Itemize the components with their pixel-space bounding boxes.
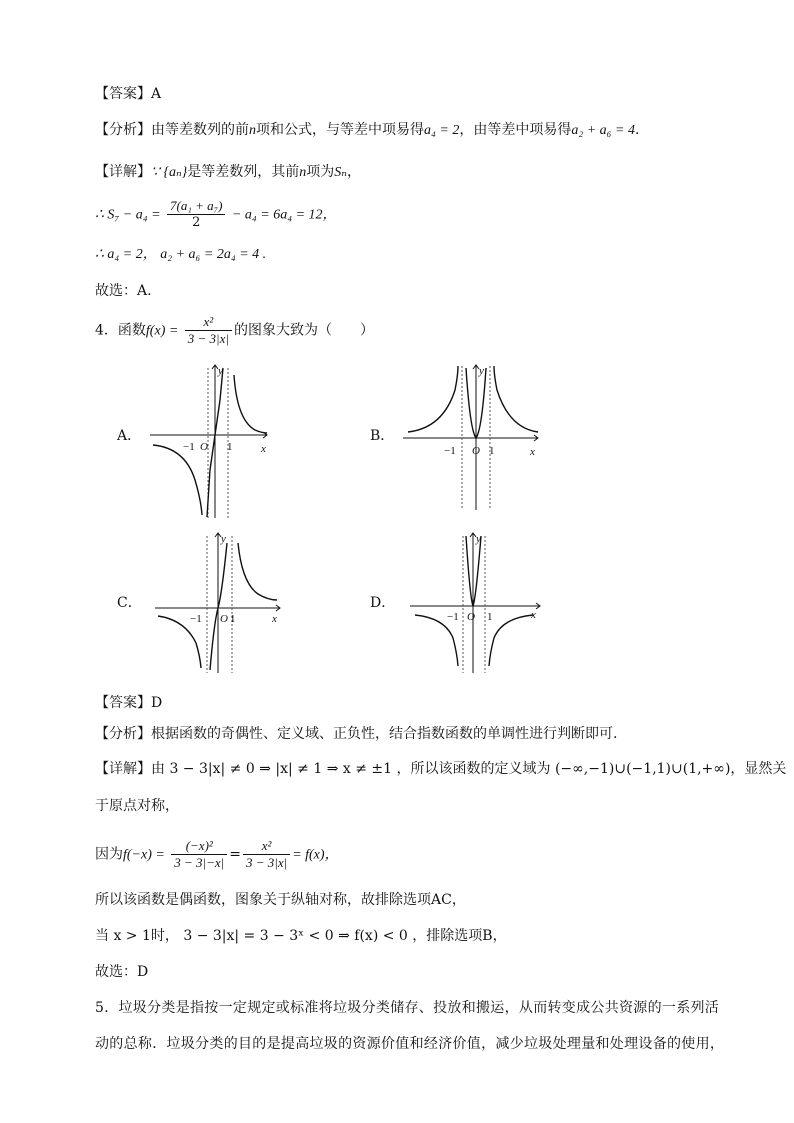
detail-end-1: ，: [346, 164, 361, 180]
q4-stem-f: f(x) =: [145, 323, 179, 339]
detail-l2-post: − a₄ = 6a₄ = 12，: [231, 207, 337, 223]
q5-text-2: 动的总称．垃圾分类的目的是提高垃圾的资源价值和经济价值，减少垃圾处理量和处理设备的使用，: [95, 1036, 725, 1052]
label-y: y: [218, 365, 223, 377]
graph-d: [405, 528, 545, 678]
label-origin: O: [200, 441, 208, 453]
q4-detail-line-3: [95, 838, 339, 871]
curve-right: [494, 366, 538, 432]
q3-choose: [95, 281, 152, 301]
label-x: x: [261, 443, 266, 455]
label-neg1: −1: [183, 441, 195, 453]
label-one: 1: [489, 445, 495, 457]
q4-fraction-denominator: 3 − 3|x|: [187, 331, 229, 346]
answer-tag: 【答案】: [95, 86, 151, 102]
curve-right: [234, 375, 267, 433]
label-neg1: −1: [444, 445, 456, 457]
q5-line-1: [95, 998, 719, 1018]
q4-fraction-numerator: x²: [185, 314, 232, 331]
q4-analysis-line: [95, 724, 617, 744]
q4-detail-line-1: [95, 759, 786, 779]
detail-text-2: 项为: [306, 164, 335, 180]
detail-tag: 【详解】: [95, 761, 151, 777]
label-origin: O: [220, 613, 228, 625]
q4-answer-line: [95, 693, 162, 713]
label-one: 1: [227, 441, 233, 453]
option-c-label: C．: [117, 595, 142, 611]
detail-l5: 当 x > 1时， 3 − 3|x| = 3 − 3ˣ < 0 ⇒ f(x) < 0 ，排除选项B，: [95, 928, 507, 944]
label-y: y: [476, 533, 481, 545]
q4-choose: [95, 962, 148, 982]
analysis-eq-2: a₂ + a₆ = 4: [571, 123, 635, 138]
analysis-tag: 【分析】: [95, 726, 151, 742]
detail-l3-f: f(−x) =: [123, 847, 165, 863]
fraction-1-denominator: 3 − 3|−x|: [174, 855, 225, 870]
fraction-numerator: 7(a₁ + a₇): [167, 198, 225, 215]
curve-right: [238, 543, 277, 600]
detail-l1: 由 3 − 3|x| ≠ 0 ⇒ |x| ≠ 1 ⇒ x ≠ ±1 ，所以该函数的定义域为 (−∞,−1)∪(−1,1)∪(1,+∞)，显然关: [151, 761, 787, 777]
label-origin: O: [472, 445, 480, 457]
label-one: 1: [230, 613, 236, 625]
q4-stem: [95, 314, 374, 347]
detail-l3-post: = f(x)，: [292, 847, 339, 863]
q3-answer-line: [95, 84, 161, 104]
q4-detail-line-2: [95, 796, 179, 816]
detail-l2-pre: ∴ S₇ − a₄ =: [95, 207, 161, 223]
label-neg1: −1: [447, 611, 459, 623]
label-x: x: [272, 613, 277, 625]
choose-text: 故选：D: [95, 964, 149, 980]
q4-stem-post: 的图象大致为（ ）: [233, 322, 374, 339]
analysis-n: n: [249, 123, 256, 138]
label-y: y: [221, 533, 226, 545]
detail-text-1: 是等差数列，其前: [187, 164, 300, 180]
fraction-2-numerator: x²: [243, 838, 290, 855]
detail-seq: ∵ {aₙ}: [151, 165, 188, 180]
graph-b: [398, 360, 543, 515]
detail-tag: 【详解】: [95, 164, 151, 180]
analysis-tag: 【分析】: [95, 122, 151, 138]
analysis-eq-1: a₄ = 2: [424, 123, 460, 138]
detail-l3-eq: =: [229, 846, 241, 863]
graph-c: [150, 528, 285, 678]
label-x: x: [531, 609, 536, 621]
analysis-text-1: 由等差数列的前: [151, 122, 249, 138]
label-neg1: −1: [190, 613, 202, 625]
q4-stem-pre: 4．函数: [95, 322, 146, 339]
detail-l3-pre: 因为: [95, 846, 123, 863]
detail-sn: Sₙ: [334, 165, 347, 180]
fraction-2-denominator: 3 − 3|x|: [245, 855, 288, 870]
fraction-2: [243, 838, 290, 871]
label-one: 1: [487, 611, 493, 623]
fraction-1: [171, 838, 227, 871]
detail-l3: ∴ a₄ = 2， a₂ + a₆ = 2a₄ = 4 .: [95, 247, 267, 262]
option-d-label: D．: [370, 595, 396, 611]
q3-detail-line-1: [95, 162, 361, 183]
fraction: [167, 198, 225, 231]
q3-detail-line-2: [95, 198, 337, 231]
option-a-label: A．: [117, 428, 142, 444]
graph-a: [145, 360, 275, 520]
answer-value: A: [151, 86, 162, 102]
analysis-text: 根据函数的奇偶性、定义域、正负性，结合指数函数的单调性进行判断即可.: [151, 726, 618, 742]
analysis-end: .: [634, 122, 640, 138]
analysis-text-2: 项和公式，与等差中项易得: [256, 122, 424, 138]
detail-l4: 所以该函数是偶函数，图象关于纵轴对称，故排除选项AC，: [95, 892, 466, 908]
detail-n: n: [299, 165, 307, 180]
analysis-text-3: ，由等差中项易得: [459, 122, 572, 138]
curve-left: [408, 366, 458, 432]
answer-value: D: [151, 695, 163, 711]
q4-detail-line-4: [95, 890, 466, 910]
q4-detail-line-5: [95, 926, 507, 946]
q3-analysis-line: [95, 120, 639, 141]
label-y: y: [479, 365, 484, 377]
answer-tag: 【答案】: [95, 695, 151, 711]
fraction-1-numerator: (−x)²: [171, 838, 227, 855]
detail-l2: 于原点对称，: [95, 798, 179, 814]
q3-detail-line-3: [95, 244, 266, 265]
q5-text-1: 5．垃圾分类是指按一定规定或标准将垃圾分类储存、投放和搬运，从而转变成公共资源的一系列活: [95, 1000, 720, 1016]
q4-fraction: [185, 314, 232, 347]
choose-text: 故选：A.: [95, 283, 152, 299]
fraction-denominator: 2: [192, 215, 201, 230]
label-x: x: [530, 446, 535, 458]
label-origin: O: [467, 611, 475, 623]
q5-line-2: [95, 1034, 724, 1054]
curve-right: [489, 615, 533, 666]
curve-left: [153, 445, 202, 515]
option-b-label: B．: [370, 428, 395, 444]
